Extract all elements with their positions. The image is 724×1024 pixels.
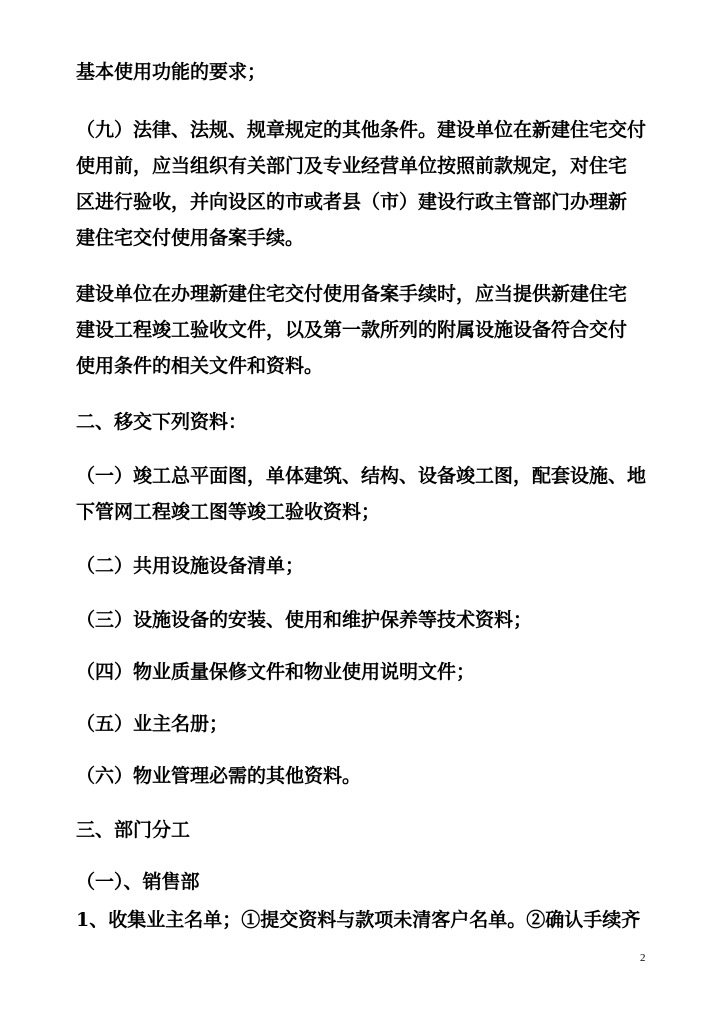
paragraph-collect-owners: 1、收集业主名单；①提交资料与款项未清客户名单。②确认手续齐: [76, 909, 641, 931]
list-item-six: （六）物业管理必需的其他资料。: [76, 765, 362, 787]
list-item-three: （三）设施设备的安装、使用和维护保养等技术资料；: [76, 609, 533, 631]
list-item-four: （四）物业质量保修文件和物业使用说明文件；: [76, 661, 476, 683]
paragraph-filing-documents: 建设单位在办理新建住宅交付使用备案手续时，应当提供新建住宅 建设工程竣工验收文件，以及第一款所列的附属设施设备符合交付 使用条件的相关文件和资料。: [76, 283, 628, 377]
subsection-heading-sales: （一）、销售部: [76, 871, 200, 893]
paragraph-basic-function: 基本使用功能的要求；: [76, 61, 267, 83]
list-item-two: （二）共用设施设备清单；: [76, 555, 305, 577]
list-item-one: （一）竣工总平面图，单体建筑、结构、设备竣工图，配套设施、地 下管网工程竣工图等竣工验收资料；: [76, 465, 647, 523]
section-heading-division: 三、部门分工: [76, 819, 191, 841]
section-heading-handover: 二、移交下列资料：: [76, 411, 248, 433]
page-number: 2: [640, 952, 646, 964]
paragraph-clause-nine: （九）法律、法规、规章规定的其他条件。建设单位在新建住宅交付 使用前，应当组织有关部门及专业经营单位按照前款规定，对住宅 区进行验收，并向设区的市或者县（市）建设行政主管部门办理新 建住宅交付使用备案手续。: [76, 119, 647, 249]
list-item-five: （五）业主名册；: [76, 713, 229, 735]
